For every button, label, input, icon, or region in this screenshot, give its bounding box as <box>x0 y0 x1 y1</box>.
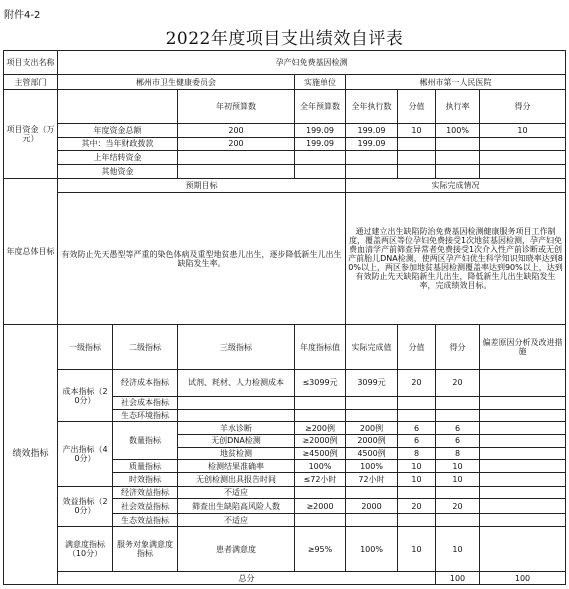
cost-econ-actual: 3099元 <box>346 369 398 396</box>
funds-header-score: 得分 <box>480 90 566 124</box>
funds-cell: 10 <box>398 123 436 137</box>
cost-indicator-label: 成本指标（20分） <box>58 369 113 422</box>
output-qty-actual: 200例 <box>346 422 398 435</box>
cost-econ-item: 试剂、耗材、人力检测成本 <box>178 369 295 396</box>
satisfaction-target: ≥95% <box>295 526 346 571</box>
output-qty-score: 8 <box>436 447 480 460</box>
funds-row-label: 其中：当年财政拨款 <box>58 137 178 151</box>
funds-cell <box>480 137 566 151</box>
benefit-indicator-label: 效益指标（20分） <box>58 486 113 526</box>
performance-table <box>3 50 566 585</box>
cost-eco-label: 生态环境指标 <box>113 409 178 422</box>
satisfaction-actual: 100% <box>346 526 398 571</box>
output-timely-score: 10 <box>436 473 480 487</box>
funds-cell <box>436 137 480 151</box>
benefit-social-label: 社会效益指标 <box>113 499 178 514</box>
output-qty-target: ≥2000例 <box>295 435 346 448</box>
total-label: 总分 <box>58 572 436 585</box>
funds-group-label: 项目资金（万元） <box>4 90 58 179</box>
benefit-social-actual: 2000 <box>346 499 398 514</box>
header-level2: 二级指标 <box>113 325 178 369</box>
output-timely-actual: 72小时 <box>346 473 398 487</box>
funds-header-rate: 执行率 <box>436 90 480 124</box>
annex-label: 附件4-2 <box>4 10 41 21</box>
output-timely-target: ≤72小时 <box>295 473 346 487</box>
output-quality-actual: 100% <box>346 460 398 473</box>
output-qty-score-value: 6 <box>398 422 436 435</box>
output-timely-label: 时效指标 <box>113 473 178 487</box>
funds-cell: 199.09 <box>295 137 346 151</box>
dept-value: 郴州市卫生健康委员会 <box>58 75 295 90</box>
output-quality-score: 10 <box>436 460 480 473</box>
benefit-social-target: ≥2000 <box>295 499 346 514</box>
output-quality-score-value: 10 <box>398 460 436 473</box>
output-quality-item: 检测结果准确率 <box>178 460 295 473</box>
total-score-value: 100 <box>436 572 480 585</box>
output-timely-item: 无创检测出具报告时间 <box>178 473 295 487</box>
funds-header-budget: 年初预算数 <box>178 90 295 124</box>
funds-row-label: 年度资金总额 <box>58 123 178 137</box>
cost-social-label: 社会成本指标 <box>113 397 178 410</box>
cost-econ-score-value: 20 <box>398 369 436 396</box>
output-qty-actual: 2000例 <box>346 435 398 448</box>
impl-unit-label: 实施单位 <box>295 75 346 90</box>
total-score: 100 <box>480 572 566 585</box>
cost-econ-label: 经济成本指标 <box>113 369 178 396</box>
project-name-value: 孕产妇免费基因检测 <box>58 51 566 75</box>
funds-cell: 200 <box>178 137 295 151</box>
funds-cell: 200 <box>178 123 295 137</box>
funds-header-score-value: 分值 <box>398 90 436 124</box>
dept-label: 主管部门 <box>4 75 58 90</box>
funds-header-executed: 全年执行数 <box>346 90 398 124</box>
goals-group-label: 年度总体目标 <box>4 178 58 325</box>
funds-cell: 199.09 <box>295 123 346 137</box>
header-notes: 偏差原因分析及改进措施 <box>480 325 566 369</box>
output-qty-target: ≥200例 <box>295 422 346 435</box>
benefit-eco-item: 不适应 <box>178 514 295 527</box>
benefit-econ-label: 经济效益指标 <box>113 486 178 499</box>
page-title: 2022年度项目支出绩效自评表 <box>165 29 404 49</box>
output-qty-item: 地贫检测 <box>178 447 295 460</box>
output-indicator-label: 产出指标（40分） <box>58 422 113 486</box>
output-qty-actual: 4500例 <box>346 447 398 460</box>
output-qty-score-value: 6 <box>398 435 436 448</box>
funds-cell: 100% <box>436 123 480 137</box>
header-level3: 三级指标 <box>178 325 295 369</box>
benefit-social-item: 筛查出生缺陷高风险人数 <box>178 499 295 514</box>
output-quality-target: 100% <box>295 460 346 473</box>
benefit-econ-item: 不适应 <box>178 486 295 499</box>
output-qty-score: 6 <box>436 422 480 435</box>
benefit-social-score: 20 <box>436 499 480 514</box>
cost-econ-score: 20 <box>436 369 480 396</box>
funds-cell: 10 <box>480 123 566 137</box>
funds-cell <box>398 137 436 151</box>
header-target: 年度指标值 <box>295 325 346 369</box>
expected-goal-header: 预期目标 <box>58 178 346 193</box>
output-qty-label: 数量指标 <box>113 422 178 460</box>
output-qty-score: 6 <box>436 435 480 448</box>
output-timely-score-value: 10 <box>398 473 436 487</box>
funds-row-label: 其他资金 <box>58 164 178 178</box>
indicators-group-label: 绩效指标 <box>4 325 58 585</box>
satisfaction-score: 10 <box>436 526 480 571</box>
expected-goal-text: 有效防止先天愚型等严重的染色体病及重型地贫患儿出生，逐步降低新生儿出生缺陷发生率。 <box>58 193 346 325</box>
funds-cell: 199.09 <box>346 137 398 151</box>
cost-econ-target: ≤3099元 <box>295 369 346 396</box>
actual-result-text: 通过建立出生缺陷防治免费基因检测健康服务项目工作制度，覆盖两区等位孕妇免费接受1次地贫基因检测，孕产妇免费血清学产前筛查异常者免费接受1次介入性产前诊断或无创产前胎儿DNA检测，使两区孕产妇优生科学知识知晓率达到80%以上，两区参加地贫基因检测覆盖率达到90%以上，达到有效防止先天缺陷新生儿出生，降低新生儿出生缺陷发生率，完成绩效目标。 <box>346 193 566 325</box>
benefit-social-score-value: 20 <box>398 499 436 514</box>
impl-unit-value: 郴州市第一人民医院 <box>346 75 566 90</box>
benefit-eco-label: 生态效益指标 <box>113 514 178 527</box>
funds-cell: 199.09 <box>346 123 398 137</box>
output-qty-item: 羊水诊断 <box>178 422 295 435</box>
output-qty-item: 无创DNA检测 <box>178 435 295 448</box>
funds-header-annual: 全年预算数 <box>295 90 346 124</box>
header-actual: 实际完成值 <box>346 325 398 369</box>
satisfaction-l2-label: 服务对象满意度指标 <box>113 526 178 571</box>
satisfaction-indicator-label: 满意度指标（10分） <box>58 526 113 571</box>
output-qty-score-value: 8 <box>398 447 436 460</box>
header-score-value: 分值 <box>398 325 436 369</box>
header-level1: 一级指标 <box>58 325 113 369</box>
output-qty-target: ≥4500例 <box>295 447 346 460</box>
output-quality-label: 质量指标 <box>113 460 178 473</box>
actual-result-header: 实际完成情况 <box>346 178 566 193</box>
satisfaction-item: 患者满意度 <box>178 526 295 571</box>
funds-row-label: 上年结转资金 <box>58 151 178 165</box>
satisfaction-score-value: 10 <box>398 526 436 571</box>
project-name-label: 项目支出名称 <box>4 51 58 75</box>
header-score: 得分 <box>436 325 480 369</box>
